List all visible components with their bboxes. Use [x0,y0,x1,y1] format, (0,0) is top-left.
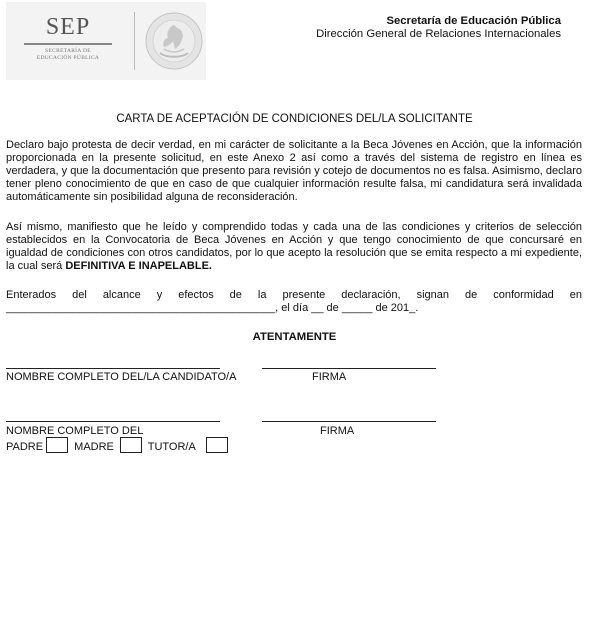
padre-label: PADRE [6,441,44,453]
declaration-line-2: ____________________________________________, el día __ de _____ de 201_. [6,302,419,314]
candidate-name-line[interactable] [6,368,220,369]
candidate-signature-line[interactable] [262,368,436,369]
paragraph-declaration-last: mi candidatura será invalidada automáticamente sin posibilidad alguna de reconsideración. [6,178,582,203]
atentamente-heading: ATENTAMENTE [252,331,337,343]
guardian-name-line[interactable] [6,421,220,422]
padre-checkbox[interactable] [46,437,68,453]
sep-logo-block [6,2,206,80]
paragraph-declaration [6,139,582,204]
candidate-firma-label: FIRMA [312,371,347,383]
madre-checkbox[interactable] [120,437,142,453]
logo-divider [134,12,135,70]
header-secretaria: Secretaría de Educación Pública [386,15,561,27]
sep-logo-rule [24,43,112,45]
sep-logo-word: SEP [45,14,91,40]
paragraph-acceptance [6,221,582,273]
definitiva-inapelable: DEFINITIVA E INAPELABLE. [65,260,212,272]
header-institution [316,15,561,41]
madre-label: MADRE [74,441,114,453]
guardian-firma-label: FIRMA [320,425,355,437]
guardian-signature-line[interactable] [262,421,436,422]
paragraph-acceptance-last: respecto a mi expediente, la cual será [6,247,583,272]
header-direccion: Dirección General de Relaciones Internacionales [316,28,561,40]
paragraph-declaration-body: Declaro bajo protesta de decir verdad, en mi carácter de solicitante a la Beca Jóvenes en Acción, que la información proporcionada en la presente solicitud, en este Anexo 2 así como a través del sistema de registro en línea es verdadera, y que la documentación que presento para revisión y cotejo de documentos no es falsa. Asimismo, declaro tener pleno conocimiento de que en caso de que cualquier información resulte falsa, [6,139,582,190]
tutor-checkbox[interactable] [206,437,228,453]
paragraph-acceptance-body: Así mismo, manifiesto que he leído y comprendido todas y cada una de las condiciones y criterios de selección establecidos en la Convocatoria de Beca Jóvenes en Acción y que tengo conocimiento de que concursaré en igualdad de condiciones con otros candidatos, por lo que acepto la resolución que se emita [6,221,582,259]
declaration-line-1: Enterados del alcance y efectos de la presente declaración, signan de conformidad en [6,289,582,301]
sep-logo-subtitle-2: EDUCACIÓN PÚBLICA [36,55,100,61]
sep-logo [18,14,118,62]
guardian-name-label: NOMBRE COMPLETO DEL [6,425,144,437]
tutor-label: TUTOR/A [147,441,196,453]
candidate-name-label: NOMBRE COMPLETO DEL/LA CANDIDATO/A [6,371,237,383]
relationship-options [6,437,231,453]
document-title: CARTA DE ACEPTACIÓN DE CONDICIONES DEL/LA SOLICITANTE [116,113,473,125]
sep-logo-subtitle-1: SECRETARÍA DE [45,48,91,54]
mexico-coat-of-arms-seal-icon [144,11,204,71]
